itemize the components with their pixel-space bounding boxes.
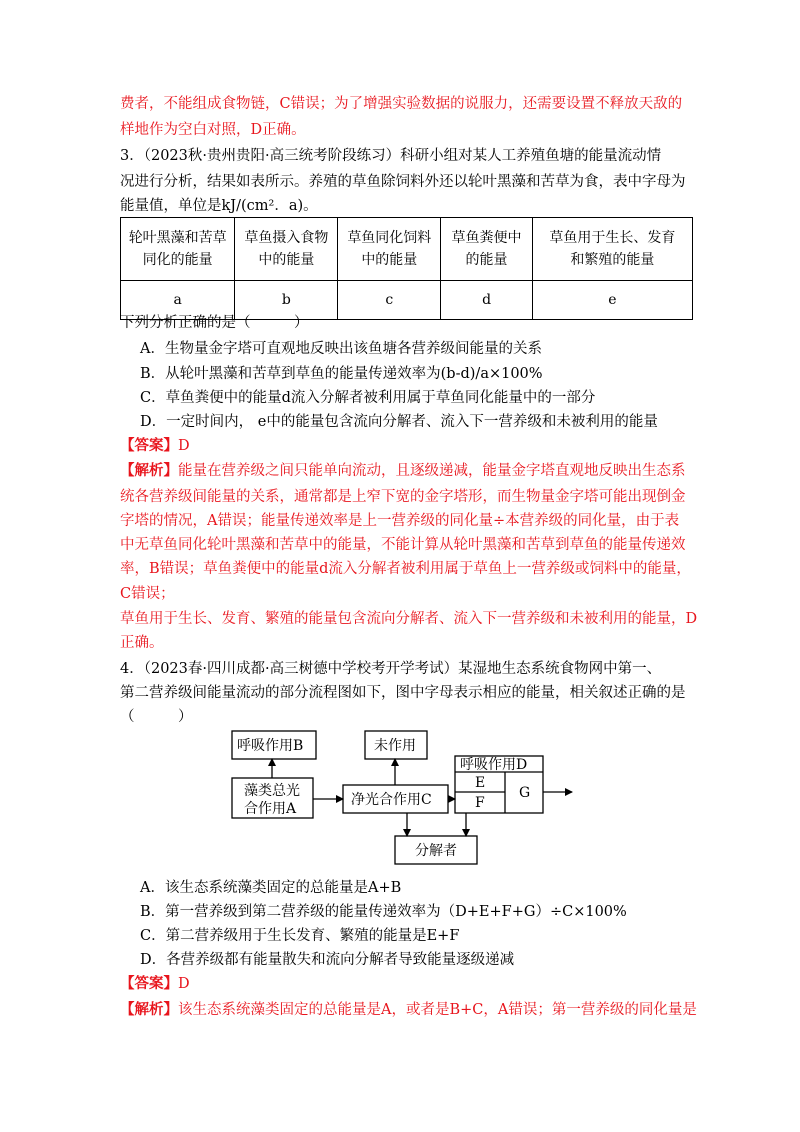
respiration-b-label: 呼吸作用B: [237, 738, 304, 754]
respiration-d-label: 呼吸作用D: [460, 757, 528, 773]
intro-line-1: 费者，不能组成食物链，C错误；为了增强实验数据的说服力，还需要设置不释放天敌的: [120, 96, 683, 112]
q4-answer: [120, 974, 190, 994]
table-header-cell: 草鱼粪便中 的能量: [441, 218, 533, 281]
q4-stem-line-3: （ ）: [120, 709, 193, 725]
q3-stem-line-3: 能量值，单位是kJ/(cm²．a)。: [120, 198, 318, 214]
table-cell: d: [441, 281, 533, 320]
q4-option-b: B．第一营养级到第二营养级的能量传递效率为（D+E+F+G）÷C×100%: [140, 904, 627, 920]
q3-stem-line-2: 况进行分析，结果如表所示。养殖的草鱼除饲料外还以轮叶黑藻和苦草为食，表中字母为: [120, 174, 686, 190]
algae-label-2: 合作用A: [244, 801, 297, 817]
q3-analysis-line-8: 正确。: [120, 635, 164, 651]
table-header-cell: 草鱼用于生长、发育 和繁殖的能量: [532, 218, 692, 281]
e-label: E: [475, 775, 486, 791]
analysis-tag: 【解析】: [120, 462, 178, 479]
answer-tag: 【答案】: [120, 975, 178, 992]
answer-tag: 【答案】: [120, 437, 178, 454]
q3-analysis-line-5: 率，B错误；草鱼粪便中的能量d流入分解者被利用属于草鱼上一营养级或饲料中的能量，: [120, 561, 691, 577]
q4-stem-line-1: 4．（2023春·四川成都·高三树德中学校考开学考试）某湿地生态系统食物网中第一、: [120, 661, 662, 677]
q3-analysis-line-1: 【解析】能量在营养级之间只能单向流动，且逐级递减，能量金字塔直观地反映出生态系: [120, 462, 686, 479]
decomposer-label: 分解者: [415, 843, 457, 859]
answer-value: D: [178, 438, 190, 454]
q3-analysis-line-3: 字塔的情况，A错误；能量传递效率是上一营养级的同化量÷本营养级的同化量，由于表: [120, 513, 680, 529]
algae-label-1: 藻类总光: [244, 783, 300, 799]
q4-stem-line-2: 第二营养级间能量流动的部分流程图如下，图中字母表示相应的能量，相关叙述正确的是: [120, 685, 686, 701]
f-label: F: [475, 795, 485, 811]
answer-value: D: [178, 976, 190, 992]
q3-stem-line-1: 3．（2023秋·贵州贵阳·高三统考阶段练习）科研小组对某人工养殖鱼塘的能量流动情: [120, 148, 662, 164]
q4-option-a: A．该生态系统藻类固定的总能量是A+B: [140, 880, 402, 896]
table-header-cell: 草鱼同化饲料 中的能量: [338, 218, 441, 281]
q3-option-d: D．一定时间内， e中的能量包含流向分解者、流入下一营养级和未被利用的能量: [140, 414, 658, 430]
q3-question: 下列分析正确的是（ ）: [120, 315, 309, 331]
table-cell: e: [532, 281, 692, 320]
q3-analysis-line-2: 统各营养级间能量的关系，通常都是上窄下宽的金字塔形，而生物量金字塔可能出现倒金: [120, 489, 686, 505]
table-cell: c: [338, 281, 441, 320]
q3-option-b: B．从轮叶黑藻和苦草到草鱼的能量传递效率为(b-d)/a×100%: [140, 366, 543, 382]
table-header-cell: 草鱼摄入食物 中的能量: [235, 218, 338, 281]
q3-option-a: A．生物量金字塔可直观地反映出该鱼塘各营养级间能量的关系: [140, 341, 542, 357]
net-photosynthesis-label: 净光合作用C: [351, 792, 432, 808]
intro-line-2: 样地作为空白对照，D正确。: [120, 122, 306, 138]
q4-option-d: D．各营养级都有能量散失和流向分解者导致能量逐级递减: [140, 952, 515, 968]
unused-label: 未作用: [374, 738, 416, 754]
q3-analysis-line-6: C错误；: [120, 586, 175, 602]
q3-analysis-line-4: 中无草鱼同化轮叶黑藻和苦草中的能量，不能计算从轮叶黑藻和苦草到草鱼的能量传递效: [120, 537, 686, 553]
q3-option-c: C．草鱼粪便中的能量d流入分解者被利用属于草鱼同化能量中的一部分: [140, 390, 596, 406]
table-cell: a: [121, 281, 235, 320]
table-header-cell: 轮叶黑藻和苦草 同化的能量: [121, 218, 235, 281]
g-label: G: [519, 785, 531, 801]
table-cell: b: [235, 281, 338, 320]
q3-analysis-line-7: 草鱼用于生长、发育、繁殖的能量包含流向分解者、流入下一营养级和未被利用的能量，D: [120, 611, 698, 627]
q4-option-c: C．第二营养级用于生长发育、繁殖的能量是E+F: [140, 928, 460, 944]
q4-analysis-line-1: 【解析】该生态系统藻类固定的总能量是A，或者是B+C，A错误；第一营养级的同化量是: [120, 1001, 697, 1018]
analysis-tag: 【解析】: [120, 1001, 178, 1018]
